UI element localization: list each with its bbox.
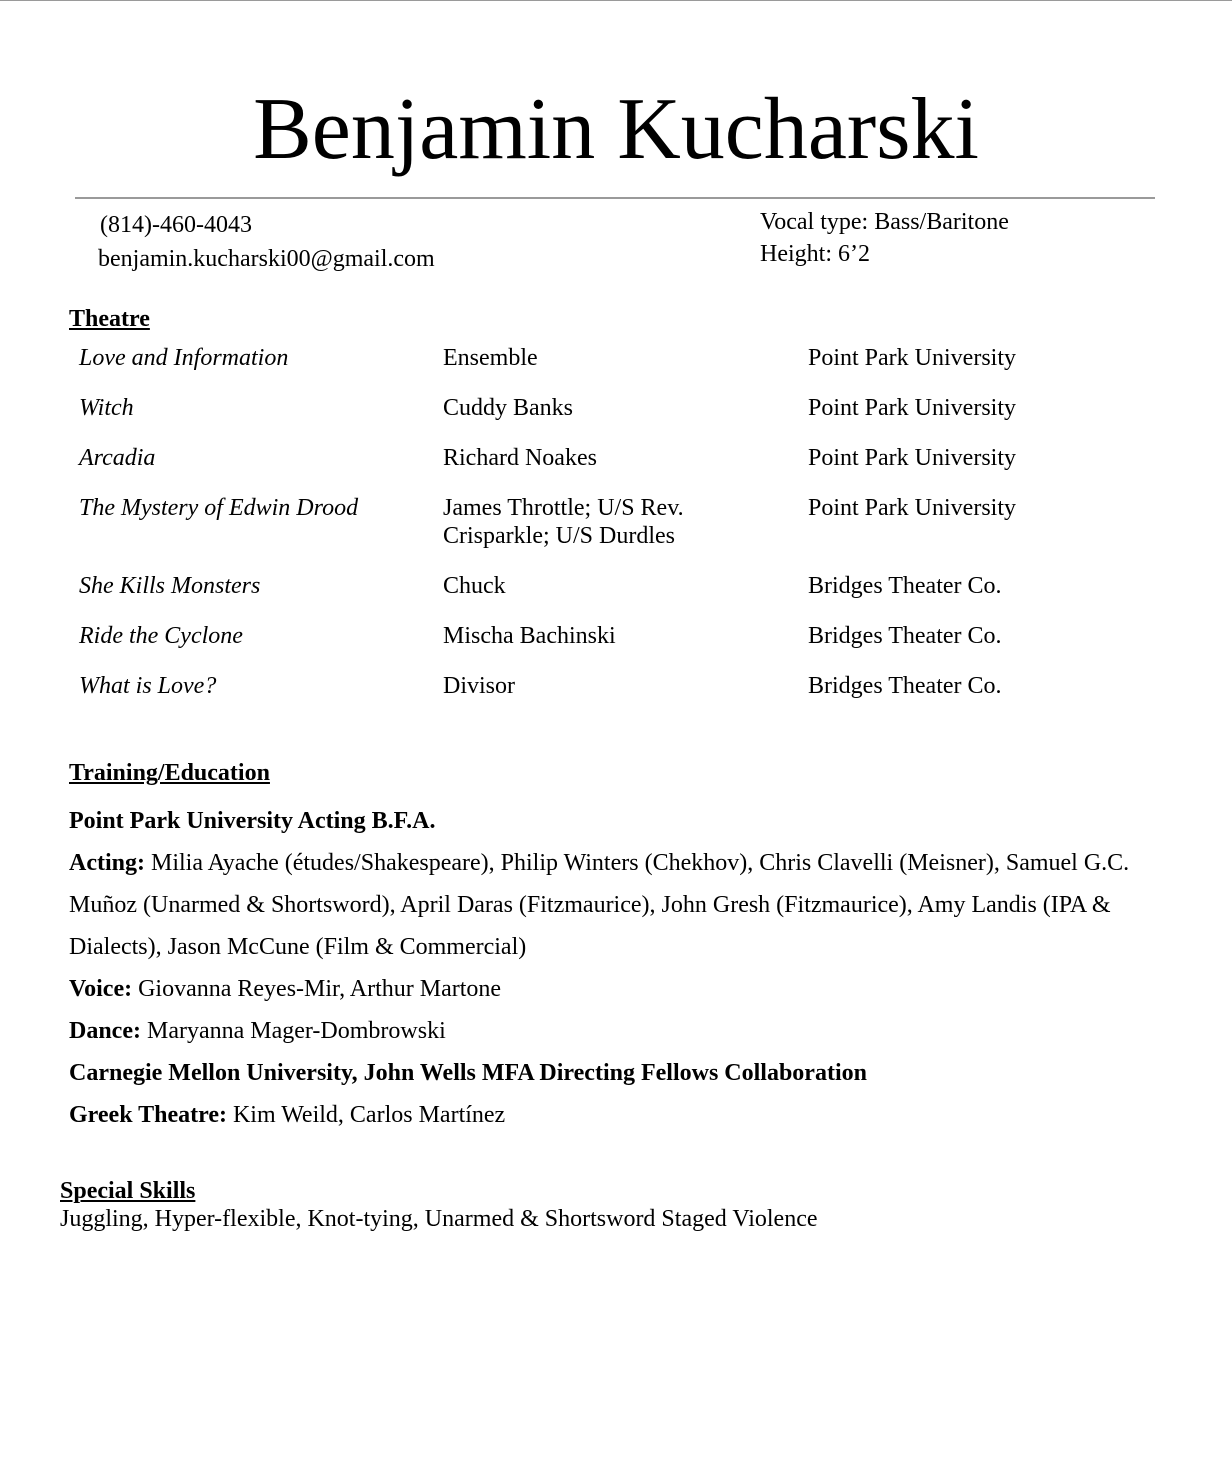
theatre-credits: [79, 344, 1159, 722]
top-border: [0, 0, 1232, 1]
height: Height: 6’2: [760, 241, 870, 267]
credit-row: [79, 444, 1159, 472]
physical-info: [760, 206, 1009, 270]
email-address: benjamin.kucharski00@gmail.com: [98, 246, 435, 272]
credit-row: [79, 672, 1159, 700]
credit-role: Cuddy Banks: [443, 395, 574, 421]
credit-row: [79, 494, 1159, 550]
credit-row: [79, 344, 1159, 372]
credit-show: The Mystery of Edwin Drood: [79, 495, 359, 521]
credit-company: Point Park University: [808, 345, 1016, 371]
credit-company: Point Park University: [808, 445, 1016, 471]
credit-company: Point Park University: [808, 495, 1016, 521]
skills-list: Juggling, Hyper-flexible, Knot-tying, Unarmed & Shortsword Staged Violence: [60, 1206, 818, 1232]
credit-company: Bridges Theater Co.: [808, 673, 1002, 699]
credit-row: [79, 394, 1159, 422]
credit-role: Mischa Bachinski: [443, 623, 616, 649]
skills-heading: Special Skills: [60, 1178, 196, 1204]
header-divider: [75, 197, 1155, 199]
contact-info: [100, 208, 435, 276]
theatre-heading: Theatre: [69, 306, 150, 332]
credit-show: Arcadia: [79, 445, 156, 471]
vocal-type: Vocal type: Bass/Baritone: [760, 209, 1009, 235]
credit-show: What is Love?: [79, 673, 217, 699]
credit-role: Chuck: [443, 573, 506, 599]
credit-row: [79, 622, 1159, 650]
credit-show: Ride the Cyclone: [79, 623, 243, 649]
credit-company: Bridges Theater Co.: [808, 573, 1002, 599]
greek-theatre-teachers: Kim Weild, Carlos Martínez: [232, 1102, 506, 1128]
credit-row: [79, 572, 1159, 600]
dance-label: Dance:: [69, 1018, 141, 1044]
voice-teachers: Giovanna Reyes-Mir, Arthur Martone: [138, 976, 502, 1002]
training-heading: Training/Education: [69, 760, 270, 786]
credit-role: Divisor: [443, 673, 515, 699]
credit-role: Richard Noakes: [443, 445, 597, 471]
cmu-collaboration: Carnegie Mellon University, John Wells MFA Directing Fellows Collaboration: [69, 1060, 867, 1086]
credit-company: Bridges Theater Co.: [808, 623, 1002, 649]
acting-teachers: Milia Ayache (études/Shakespeare), Philip Winters (Chekhov), Chris Clavelli (Meisner), Samuel G.C. Muñoz (Unarmed & Shortsword), April Daras (Fitzmaurice), John Gresh (Fitzmaurice), Amy Landis (IPA & Dialects), Jason McCune (Film & Commercial): [69, 850, 1130, 960]
acting-label: Acting:: [69, 850, 145, 876]
credit-role: Ensemble: [443, 345, 538, 371]
credit-role: James Throttle; U/S Rev. Crisparkle; U/S Durdles: [443, 495, 684, 549]
voice-label: Voice:: [69, 976, 133, 1002]
credit-company: Point Park University: [808, 395, 1016, 421]
dance-teachers: Maryanna Mager-Dombrowski: [146, 1018, 446, 1044]
credit-show: Love and Information: [79, 345, 289, 371]
greek-theatre-label: Greek Theatre:: [69, 1102, 227, 1128]
credit-show: Witch: [79, 395, 134, 421]
training-program: Point Park University Acting B.F.A.: [69, 808, 436, 834]
credit-show: She Kills Monsters: [79, 573, 261, 599]
resume-name: Benjamin Kucharski: [253, 81, 979, 178]
training-section: [69, 800, 1159, 1136]
phone-number: (814)-460-4043: [100, 212, 252, 238]
